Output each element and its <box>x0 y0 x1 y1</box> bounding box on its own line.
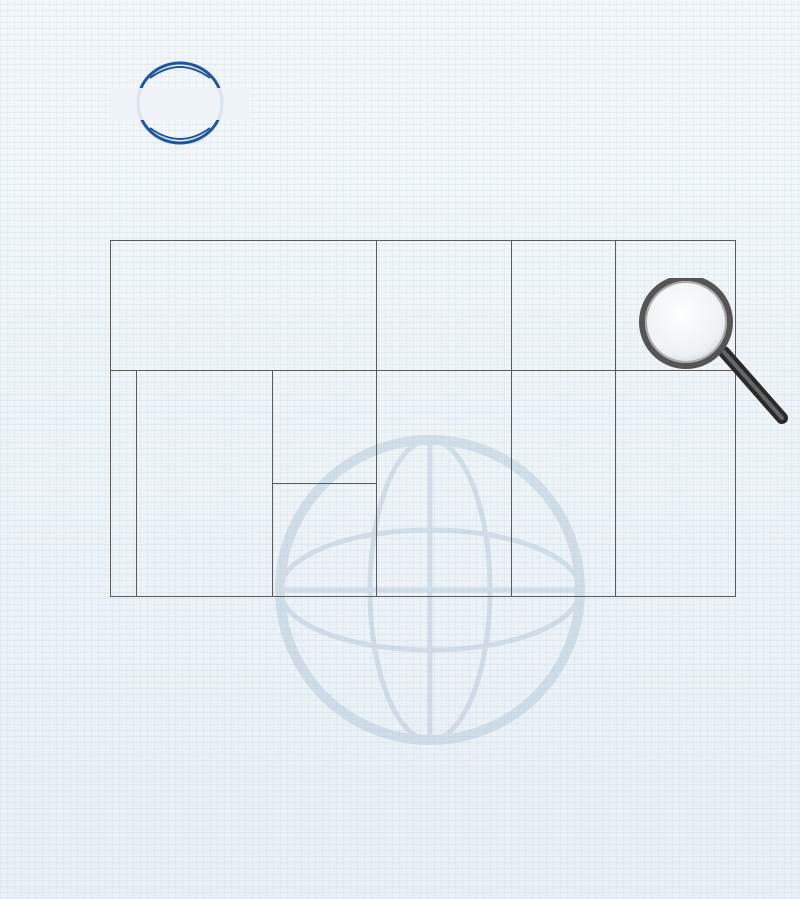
row-sub-label <box>272 370 376 483</box>
row-requirement <box>512 370 616 596</box>
row-item <box>136 370 272 596</box>
left-watermark-strip <box>0 0 28 899</box>
right-watermark-strip <box>772 0 800 899</box>
header-requirement <box>512 241 616 371</box>
row-sub-value <box>272 483 376 596</box>
row-methods <box>376 370 512 596</box>
row-number <box>111 370 137 596</box>
zaiq-logo <box>110 58 250 148</box>
magnifier-icon <box>612 278 792 428</box>
top-watermark-strip <box>0 0 800 52</box>
header-method <box>376 241 512 371</box>
header-item <box>111 241 377 371</box>
